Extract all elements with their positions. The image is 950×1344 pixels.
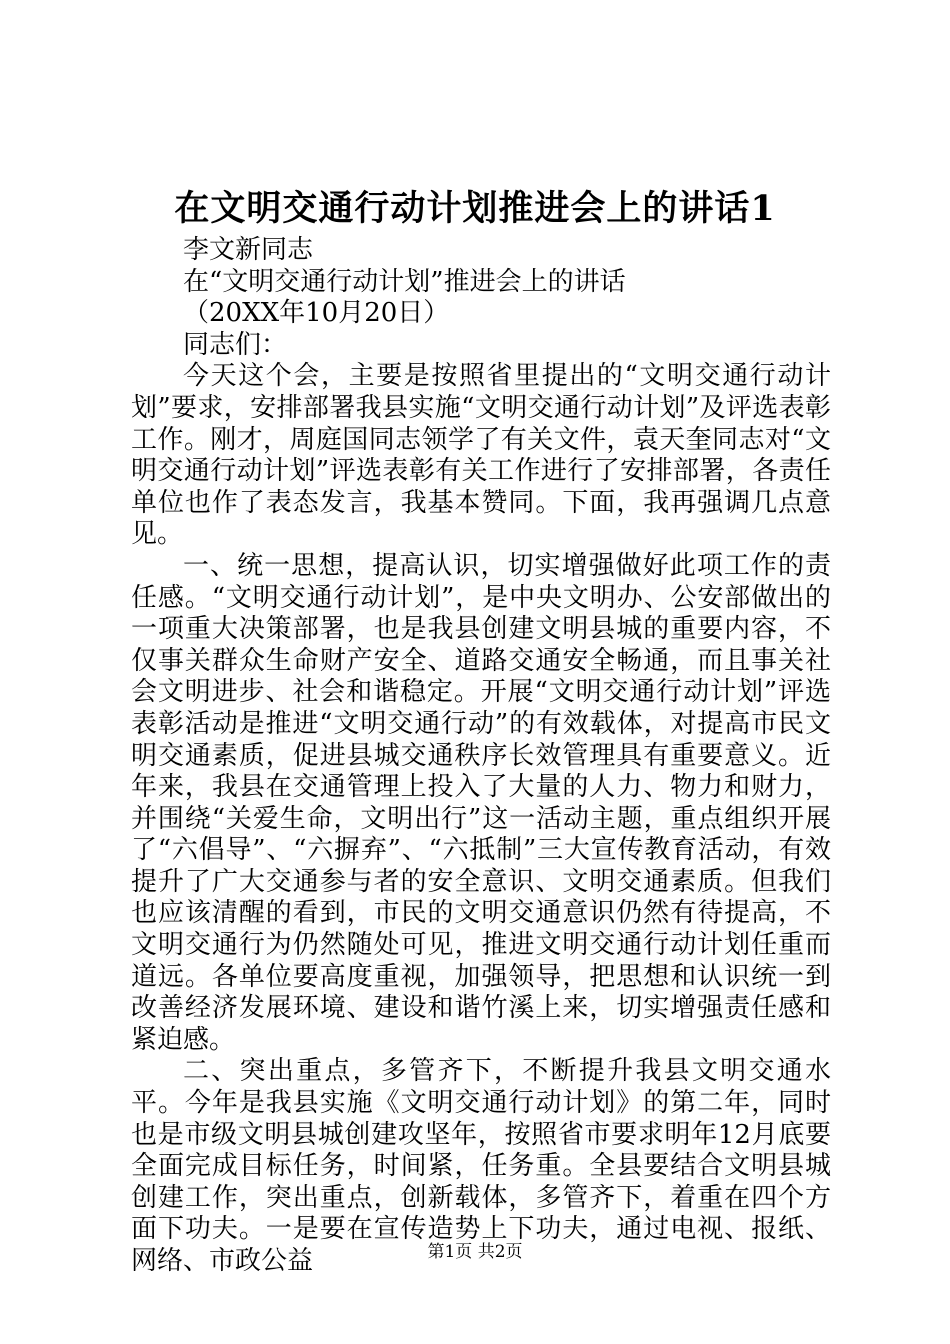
document-title: 在文明交通行动计划推进会上的讲话1	[174, 188, 776, 229]
salutation: 同志们：	[183, 329, 288, 360]
paragraph-section-1: 一、统一思想，提高认识，切实增强做好此项工作的责任感。“文明交通行动计划”，是中央文明办、公安部做出的一项重大决策部署，也是我县创建文明县城的重要内容，不仅事关群众生命财产安全、道路交通安全畅通，而且事关社会文明进步、社会和谐稳定。开展“文明交通行动计划”评选表彰活动是推进“文明交通行动”的有效载体，对提高市民文明交通素质，促进县城交通秩序长效管理具有重要意义。近年来，我县在交通管理上投入了大量的人力、物力和财力，并围绕“关爱生命，文明出行”这一活动主题，重点组织开展了“六倡导”、“六摒弃”、“六抵制”三大宣传教育活动，有效提升了广大交通参与者的安全意识、文明交通素质。但我们也应该清醒的看到，市民的文明交通意识仍然有待提高，不文明交通行为仍然随处可见，推进文明交通行动计划任重而道远。各单位要高度重视，加强领导，把思想和认识统一到改善经济发展环境、建设和谐竹溪上来，切实增强责任感和紧迫感。	[131, 550, 831, 1055]
speech-subtitle: 在“文明交通行动计划”推进会上的讲话	[183, 266, 626, 297]
page-footer: 第1页 共2页	[427, 1242, 523, 1262]
speaker-line: 李文新同志	[183, 235, 314, 265]
paragraph-intro: 今天这个会，主要是按照省里提出的“文明交通行动计划”要求，安排部署我县实施“文明交通行动计划”及评选表彰工作。刚才，周庭国同志领学了有关文件，袁天奎同志对“文明交通行动计划”评选表彰有关工作进行了安排部署，各责任单位也作了表态发言，我基本赞同。下面，我再强调几点意见。	[131, 361, 831, 550]
speech-date: （20XX年10月20日）	[183, 298, 450, 329]
document-body	[131, 235, 831, 1278]
paragraph-section-2: 二、突出重点，多管齐下，不断提升我县文明交通水平。今年是我县实施《文明交通行动计划》的第二年，同时也是市级文明县城创建攻坚年，按照省市要求明年12月底要全面完成目标任务，时间紧，任务重。全县要结合文明县城创建工作，突出重点，创新载体，多管齐下，着重在四个方面下功夫。一是要在宣传造势上下功夫，通过电视、报纸、网络、市政公益	[131, 1056, 831, 1276]
